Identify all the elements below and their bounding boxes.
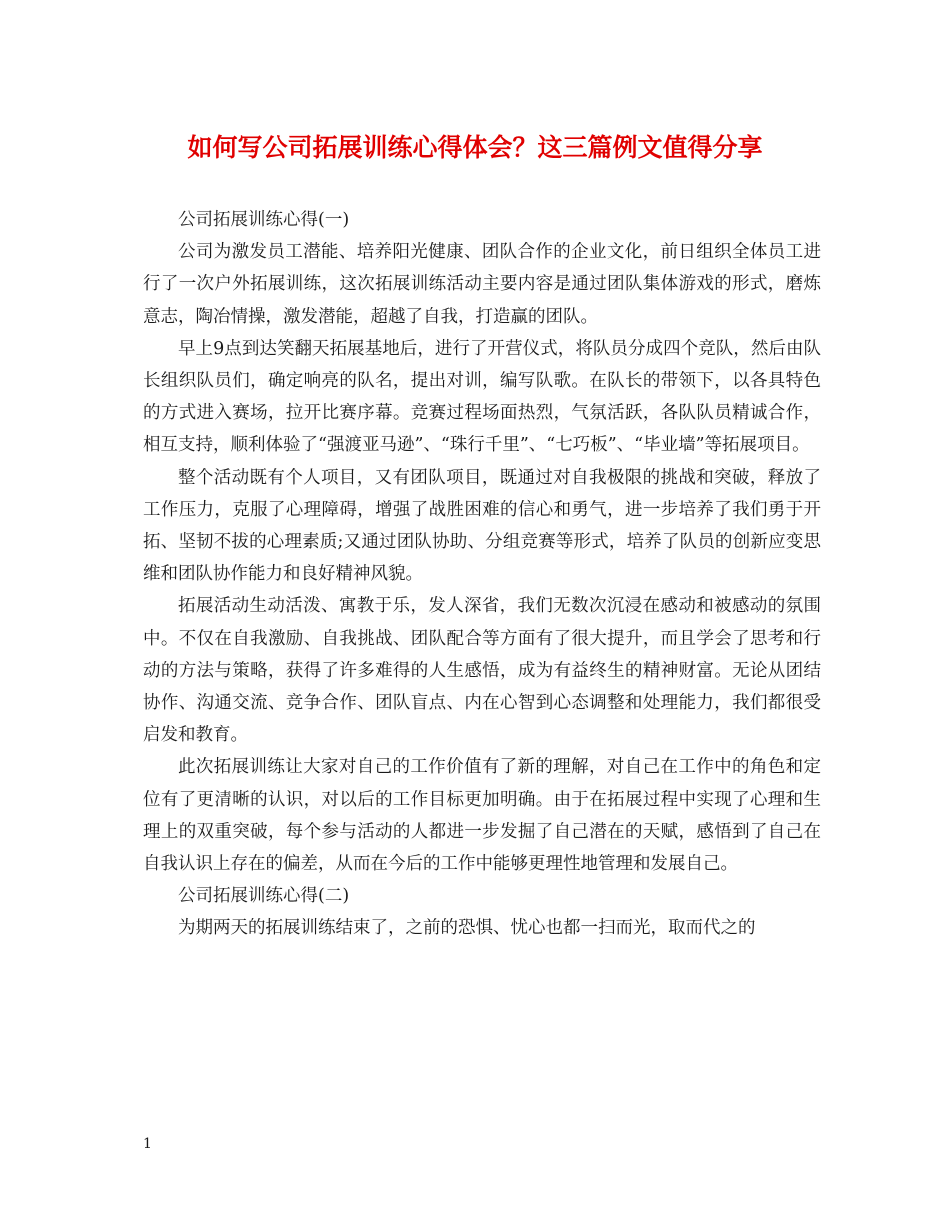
- paragraph-4: 拓展活动生动活泼、寓教于乐，发人深省，我们无数次沉浸在感动和被感动的氛围中。不仅在自我激励、自我挑战、团队配合等方面有了很大提升，而且学会了思考和行动的方法与策略，获得了许多难得的人生感悟，成为有益终生的精神财富。无论从团结协作、沟通交流、竞争合作、团队盲点、内在心智到心态调整和处理能力，我们都很受启发和教育。: [143, 596, 821, 746]
- paragraph-2: 早上9点到达笑翻天拓展基地后，进行了开营仪式，将队员分成四个竞队，然后由队长组织队员们，确定响亮的队名，提出对训，编写队歌。在队长的带领下，以各具特色的方式进入赛场，拉开比赛序幕。竞赛过程场面热烈，气氛活跃，各队队员精诚合作，相互支持，顺利体验了“强渡亚马逊”、“珠行千里”、“七巧板”、“毕业墙”等拓展项目。: [143, 338, 821, 456]
- document-body: [143, 204, 821, 945]
- paragraph-5: 此次拓展训练让大家对自己的工作价值有了新的理解，对自己在工作中的角色和定位有了更清晰的认识，对以后的工作目标更加明确。由于在拓展过程中实现了心理和生理上的双重突破，每个参与活动的人都进一步发掘了自己潜在的天赋，感悟到了自己在自我认识上存在的偏差，从而在今后的工作中能够更理性地管理和发展自己。: [143, 757, 821, 875]
- section-heading-1: 公司拓展训练心得(一): [178, 210, 350, 230]
- section-heading-2: 公司拓展训练心得(二): [178, 886, 350, 907]
- paragraph-3: 整个活动既有个人项目，又有团队项目，既通过对自我极限的挑战和突破，释放了工作压力，克服了心理障碍，增强了战胜困难的信心和勇气，进一步培养了我们勇于开拓、坚韧不拔的心理素质;又通过团队协助、分组竞赛等形式，培养了队员的创新应变思维和团队协作能力和良好精神风貌。: [143, 467, 821, 585]
- document-title: 如何写公司拓展训练心得体会？这三篇例文值得分享: [187, 133, 763, 162]
- page-number: 1: [143, 1136, 152, 1152]
- paragraph-1: 公司为激发员工潜能、培养阳光健康、团队合作的企业文化，前日组织全体员工进行了一次户外拓展训练，这次拓展训练活动主要内容是通过团队集体游戏的形式，磨炼意志，陶冶情操，激发潜能，超越了自我，打造赢的团队。: [143, 242, 821, 327]
- paragraph-6: 为期两天的拓展训练结束了，之前的恐惧、忧心也都一扫而光，取而代之的: [178, 918, 756, 939]
